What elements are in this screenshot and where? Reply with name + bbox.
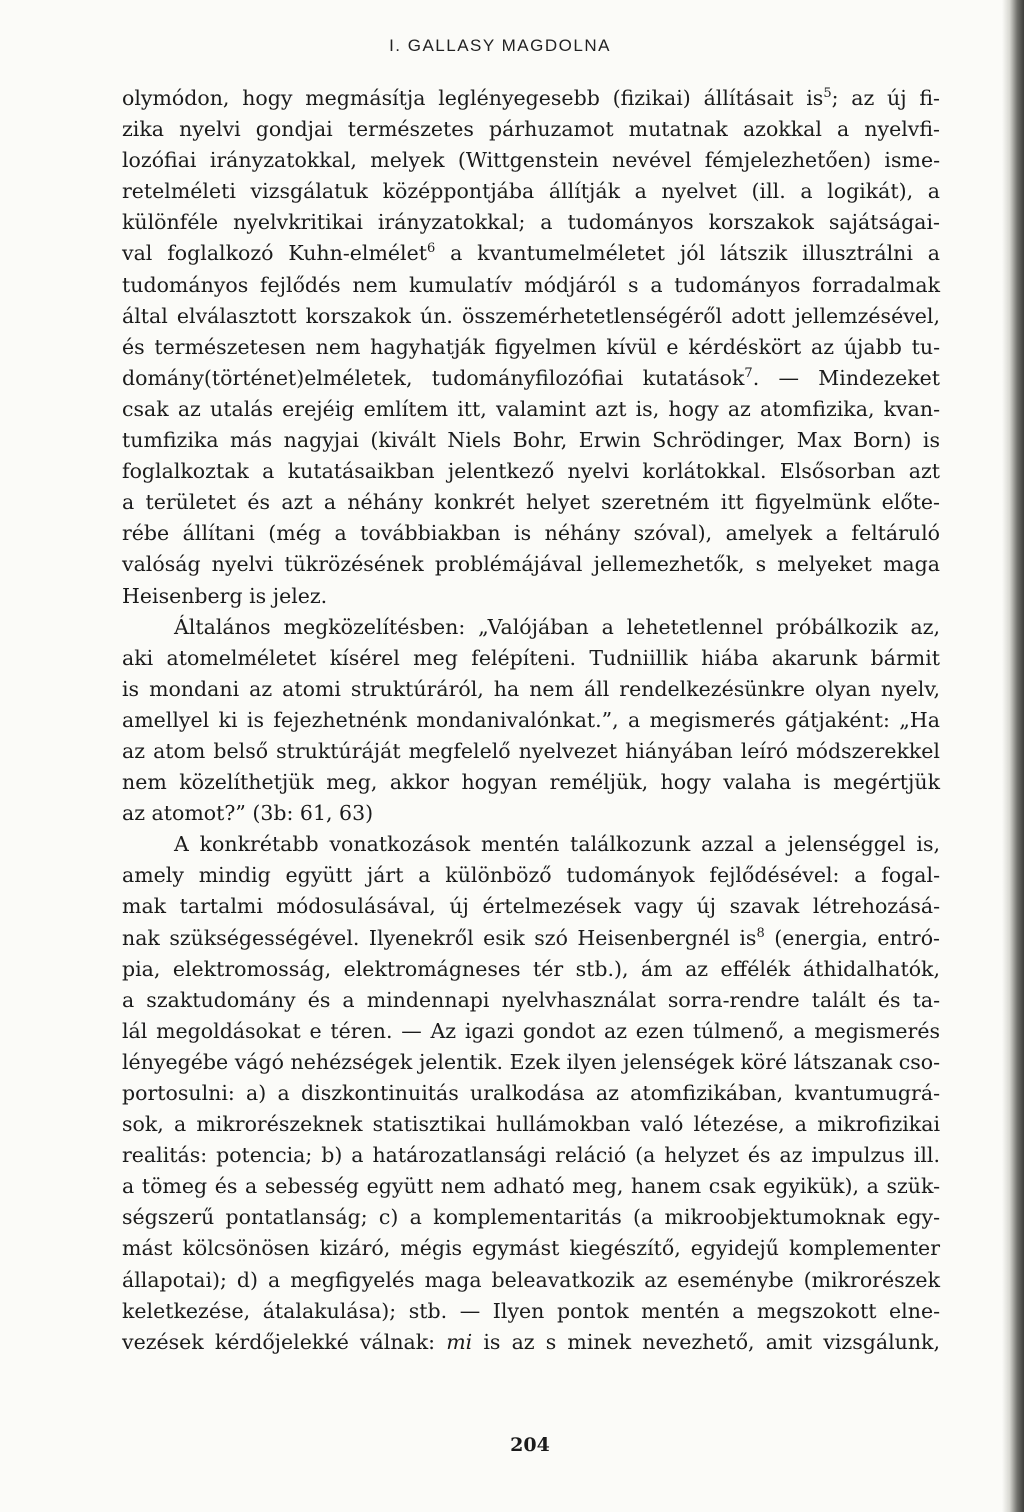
line-text: csak az utalás erejéig említem itt, valamint azt is, hogy az atomfizika, kvan-	[122, 396, 940, 421]
line-text: zika nyelvi gondjai természetes párhuzamot mutatnak azokkal a nyelvfi-	[122, 117, 940, 142]
text-line	[122, 612, 940, 643]
text-line	[122, 1109, 940, 1140]
line-text: nem közelíthetjük meg, akkor hogyan reméljük, hogy valaha is megértjük	[122, 770, 940, 795]
text-line	[122, 767, 940, 798]
text-line	[122, 1140, 940, 1171]
text-line	[122, 83, 940, 114]
line-text: domány(történet)elméletek, tudományfilozófiai kutatások	[122, 365, 745, 390]
text-line	[122, 1327, 940, 1358]
line-text: és természetesen nem hagyhatják figyelmen kívül e kérdéskört az újabb tu-	[122, 334, 940, 359]
line-text: állapotai); d) a megfigyelés maga beleavatkozik az eseménybe (mikrorészek	[122, 1267, 940, 1292]
text-line	[122, 705, 940, 736]
line-text: amely mindig együtt járt a különböző tudományok fejlődésével: a fogal-	[122, 863, 940, 888]
text-line	[122, 985, 940, 1016]
text-line	[122, 860, 940, 891]
text-line	[122, 829, 940, 860]
text-line	[122, 1047, 940, 1078]
text-line	[122, 798, 940, 829]
text-line	[122, 176, 940, 207]
line-text: olymódon, hogy megmásítja leglényegesebb (fizikai) állításait is	[122, 86, 824, 110]
footnote-marker: 7	[744, 365, 753, 381]
line-text: Általános megközelítésben: „Valójában a lehetetlennel próbálkozik az,	[174, 614, 940, 639]
line-text: mást kölcsönösen kizáró, mégis egymást kiegészítő, egyidejű komplementer	[122, 1236, 940, 1261]
text-line	[122, 487, 940, 518]
line-text: foglalkoztak a kutatásaikban jelentkező nyelvi korlátokkal. Elsősorban azt	[122, 459, 940, 484]
text-line	[122, 238, 940, 269]
line-text: aki atomelméletet kísérel meg felépíteni. Tudniillik hiába akarunk bármit	[122, 645, 940, 670]
line-text-continued: ; az új fi-	[831, 86, 940, 110]
page-edge-shadow	[1002, 0, 1024, 1512]
line-text: A konkrétabb vonatkozások mentén találkozunk azzal a jelenséggel is,	[174, 832, 940, 857]
line-text: amellyel ki is fejezhetnénk mondanivalónkat.”, a megismerés gátjaként: „Ha	[122, 707, 940, 732]
footnote-marker: 5	[823, 86, 832, 101]
line-text: rébe állítani (még a továbbiakban is néhány szóval), amelyek a feltáruló	[122, 521, 940, 546]
line-text: lozófiai irányzatokkal, melyek (Wittgenstein nevével fémjelezhetően) isme-	[122, 148, 940, 173]
line-text: különféle nyelvkritikai irányzatokkal; a tudományos korszakok sajátságai-	[122, 210, 940, 235]
line-text: tudományos fejlődés nem kumulatív módjáról s a tudományos forradalmak	[122, 272, 940, 297]
line-text: lál megoldásokat e téren. — Az igazi gondot az ezen túlmenő, a megismerés	[122, 1018, 940, 1043]
text-line	[122, 363, 940, 394]
text-line	[122, 114, 940, 145]
text-line	[122, 891, 940, 922]
line-text: a szaktudomány és a mindennapi nyelvhasználat sorra-rendre talált és ta-	[122, 987, 940, 1012]
text-line	[122, 1016, 940, 1047]
text-line	[122, 1078, 940, 1109]
footnote-marker: 6	[426, 241, 436, 257]
line-text: a tömeg és a sebesség együtt nem adható meg, hanem csak egyikük), a szük-	[122, 1174, 940, 1199]
line-text: vezések kérdőjelekké válnak:	[122, 1329, 447, 1354]
line-text: portosulni: a) a diszkontinuitás uralkodása az atomfizikában, kvantumugrá-	[122, 1081, 940, 1105]
line-text: lényegébe vágó nehézségek jelentik. Ezek ilyen jelenségek köré látszanak cso-	[122, 1049, 940, 1074]
text-line	[122, 1233, 940, 1264]
text-line	[122, 549, 940, 580]
line-text: val foglalkozó Kuhn-elmélet	[122, 241, 427, 266]
text-line	[122, 1265, 940, 1296]
text-line	[122, 207, 940, 238]
text-line	[122, 518, 940, 549]
text-line	[122, 736, 940, 767]
line-text: mak tartalmi módosulásával, új értelmezések vagy új szavak létrehozásá-	[122, 894, 940, 919]
line-text: tumfizika más nagyjai (kivált Niels Bohr, Erwin Schrödinger, Max Born) is	[122, 428, 940, 453]
line-text: retelméleti vizsgálatuk középpontjába állítják a nyelvet (ill. a logikát), a	[122, 179, 940, 204]
body-text	[122, 83, 940, 1358]
line-text-continued: (energia, entró-	[764, 925, 940, 950]
line-text-continued: . — Mindezeket	[752, 365, 940, 390]
text-line	[122, 456, 940, 487]
text-line	[122, 1171, 940, 1202]
line-text: pia, elektromosság, elektromágneses tér stb.), ám az effélék áthidalhatók,	[122, 956, 940, 981]
italic-word: mi	[446, 1329, 473, 1354]
line-text: Heisenberg is jelez.	[122, 583, 328, 608]
text-line	[122, 332, 940, 363]
text-line	[122, 581, 940, 612]
text-line	[122, 301, 940, 332]
text-line	[122, 954, 940, 985]
page-number: 204	[510, 1434, 550, 1456]
text-line	[122, 674, 940, 705]
text-line	[122, 643, 940, 674]
footnote-marker: 8	[756, 925, 765, 941]
line-text: az atom belső struktúráját megfelelő nyelvezet hiányában leíró módszerekkel	[122, 738, 940, 763]
text-line	[122, 1296, 940, 1327]
text-line	[122, 1202, 940, 1233]
line-text-continued: a kvantumelméletet jól látszik illusztrálni a	[435, 241, 940, 266]
line-text: keletkezése, átalakulása); stb. — Ilyen pontok mentén a megszokott elne-	[122, 1298, 940, 1323]
line-text: is mondani az atomi struktúráról, ha nem áll rendelkezésünkre olyan nyelv,	[122, 676, 940, 701]
text-line	[122, 270, 940, 301]
line-text: sok, a mikrorészeknek statisztikai hullámokban való létezése, a mikrofizikai	[122, 1112, 940, 1137]
line-text: által elválasztott korszakok ún. összemérhetetlenségéről adott jellemzésével,	[122, 303, 940, 328]
line-text: a területet és azt a néhány konkrét helyet szeretném itt figyelmünk előte-	[122, 490, 940, 515]
text-line	[122, 145, 940, 176]
line-text: az atomot?” (3b: 61, 63)	[122, 801, 374, 826]
text-line	[122, 425, 940, 456]
line-text: valóság nyelvi tükrözésének problémájával jellemezhetők, s melyeket maga	[122, 552, 940, 577]
line-text: ségszerű pontatlanság; c) a komplementaritás (a mikroobjektumoknak egy-	[122, 1205, 940, 1230]
line-text: realitás: potencia; b) a határozatlansági reláció (a helyzet és az impulzus ill.	[122, 1143, 940, 1168]
text-line	[122, 394, 940, 425]
running-head: I. GALLASY MAGDOLNA	[389, 36, 611, 55]
line-text-continued: is az s minek nevezhető, amit vizsgálunk,	[472, 1329, 940, 1354]
text-line	[122, 923, 940, 954]
line-text: nak szükségességével. Ilyenekről esik szó Heisenbergnél is	[122, 925, 757, 950]
